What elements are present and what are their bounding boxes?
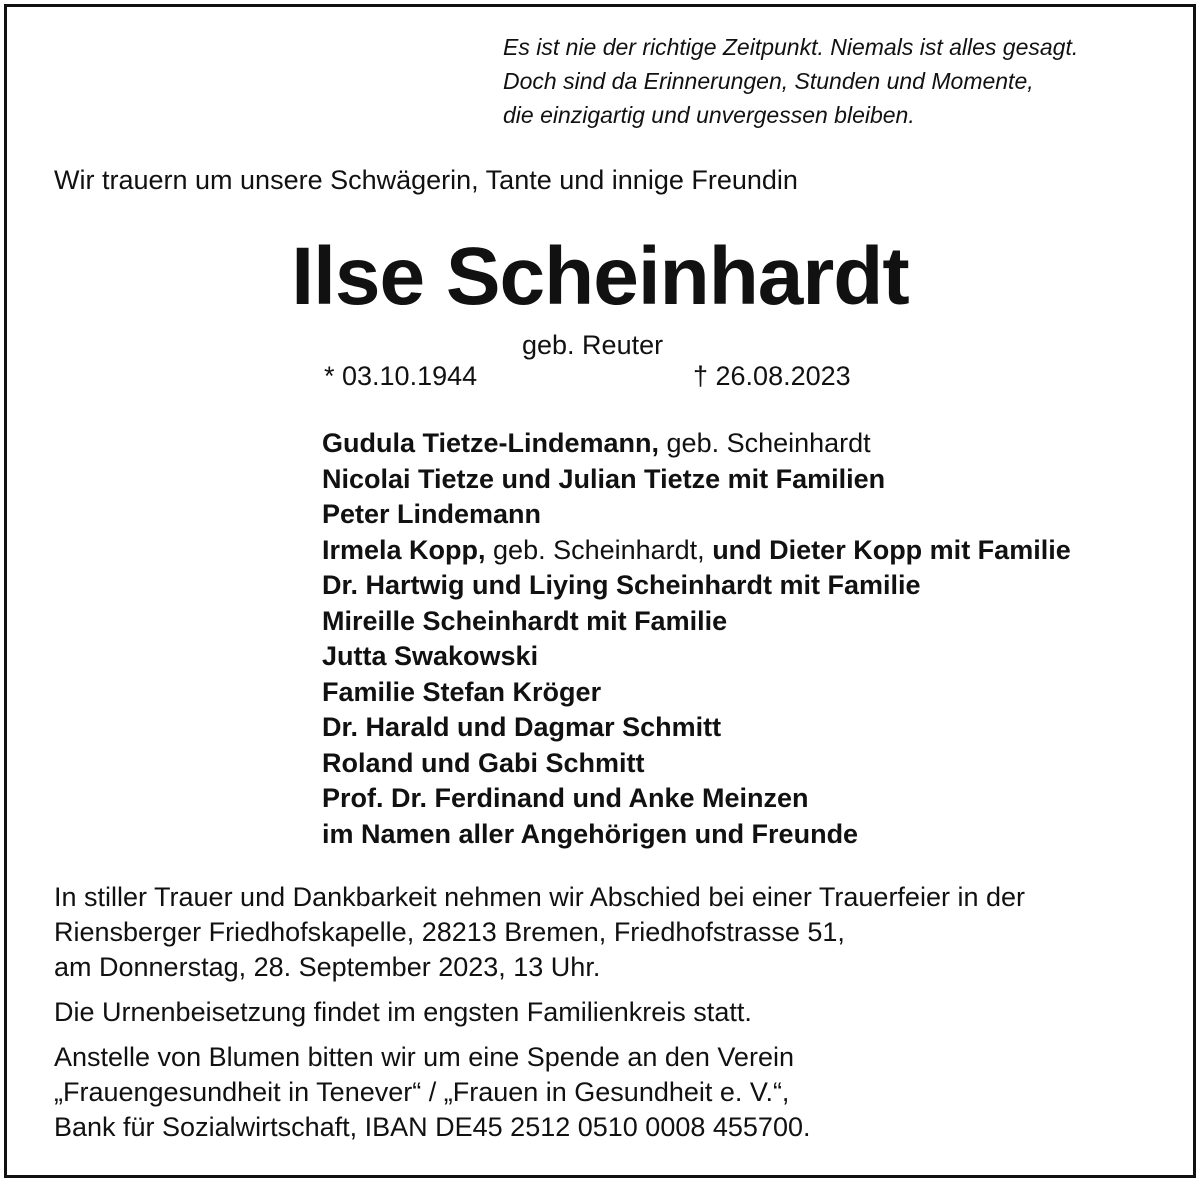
donation-line: „Frauengesundheit in Tenever“ / „Frauen in Gesundheit e. V.“, xyxy=(54,1077,790,1107)
ceremony-line: In stiller Trauer und Dankbarkeit nehmen wir Abschied bei einer Trauerfeier in der xyxy=(54,882,1025,912)
mourner-row xyxy=(322,817,1071,853)
mourner-name: Dr. Harald und Dagmar Schmitt xyxy=(322,712,722,742)
donation-line: Bank für Sozialwirtschaft, IBAN DE45 2512 0510 0008 455700. xyxy=(54,1112,811,1142)
mourner-note: geb. Scheinhardt, xyxy=(485,534,705,565)
mourner-name: Gudula Tietze-Lindemann, xyxy=(322,428,660,458)
mourner-name: Familie Stefan Kröger xyxy=(322,676,602,707)
mourner-name: Prof. Dr. Ferdinand und Anke Meinzen xyxy=(322,783,809,813)
mourner-row xyxy=(322,604,1071,640)
intro-text: Wir trauern um unsere Schwägerin, Tante und innige Freundin xyxy=(54,165,798,195)
quote-line: Doch sind da Erinnerungen, Stunden und Momente, xyxy=(503,68,1034,94)
mourner-row xyxy=(322,568,1071,604)
donation-line: Anstelle von Blumen bitten wir um eine Spende an den Verein xyxy=(54,1042,794,1072)
maiden-name: geb. Reuter xyxy=(522,330,664,360)
mourner-row xyxy=(322,426,1071,462)
birth-date: * 03.10.1944 xyxy=(324,361,478,391)
ceremony-line: am Donnerstag, 28. September 2023, 13 Uhr. xyxy=(54,952,601,982)
mourner-name: Jutta Swakowski xyxy=(322,641,539,671)
deceased-name: Ilse Scheinhardt xyxy=(291,231,909,322)
mourner-name: Roland und Gabi Schmitt xyxy=(322,747,645,778)
mourner-row xyxy=(322,639,1071,675)
mourner-name: Nicolai Tietze und Julian Tietze mit Familien xyxy=(322,463,886,494)
mourner-row xyxy=(322,746,1071,782)
mourner-name: Dr. Hartwig und Liying Scheinhardt mit Familie xyxy=(322,570,921,600)
mourner-row xyxy=(322,781,1071,817)
mourner-row xyxy=(322,533,1071,569)
ceremony-line: Riensberger Friedhofskapelle, 28213 Bremen, Friedhofstrasse 51, xyxy=(54,917,845,947)
urn-line: Die Urnenbeisetzung findet im engsten Familienkreis statt. xyxy=(54,997,752,1027)
mourner-name-continued: und Dieter Kopp mit Familie xyxy=(704,534,1071,565)
mourner-row xyxy=(322,675,1071,711)
quote-line: die einzigartig und unvergessen bleiben. xyxy=(503,102,915,128)
urn-paragraph xyxy=(54,995,752,1030)
mourner-row xyxy=(322,462,1071,498)
memorial-quote xyxy=(503,30,1078,132)
mourner-name: Irmela Kopp, xyxy=(322,534,486,565)
mourners-list xyxy=(322,426,1071,852)
mourner-name: Peter Lindemann xyxy=(322,499,542,529)
death-date: † 26.08.2023 xyxy=(693,361,851,391)
mourner-row xyxy=(322,497,1071,533)
donation-paragraph xyxy=(54,1040,810,1145)
ceremony-paragraph xyxy=(54,880,1025,985)
mourner-name: Mireille Scheinhardt mit Familie xyxy=(322,605,728,636)
quote-line: Es ist nie der richtige Zeitpunkt. Niemals ist alles gesagt. xyxy=(503,34,1079,60)
mourner-note: geb. Scheinhardt xyxy=(659,428,871,458)
mourner-row xyxy=(322,710,1071,746)
mourner-name: im Namen aller Angehörigen und Freunde xyxy=(322,818,859,849)
